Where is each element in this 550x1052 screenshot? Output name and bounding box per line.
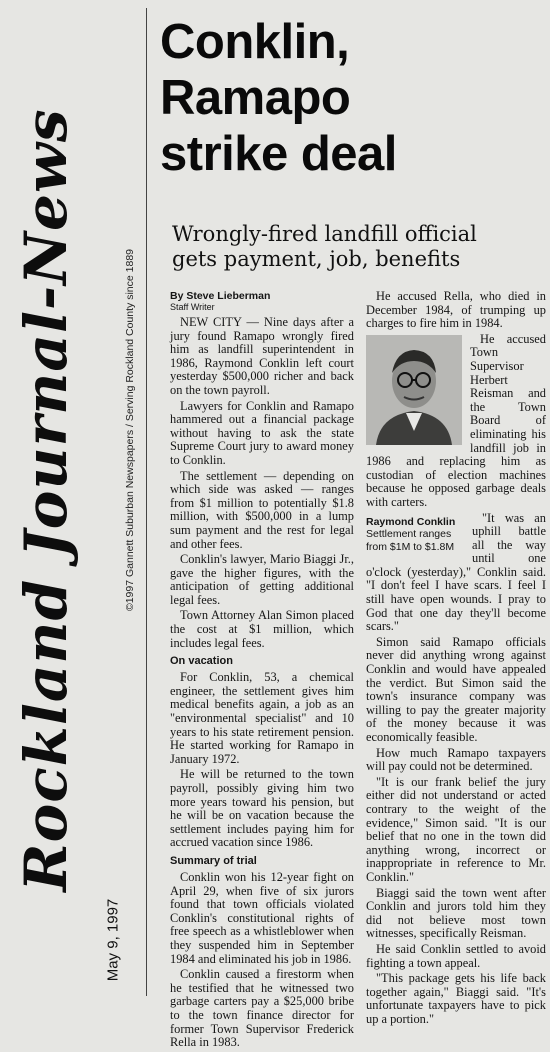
masthead-date: May 9, 1997: [104, 898, 122, 982]
paragraph: Conklin's lawyer, Mario Biaggi Jr., gave the higher figures, with the anticipation of getting additional legal fees.: [170, 552, 354, 607]
article: [158, 0, 546, 1050]
article-column-2: [366, 290, 546, 1028]
paragraph: He will be returned to the town payroll, possibly giving him two more years toward his pension, but he will be on vacation because the settlement includes paying him for accrued vacation since 1986.: [170, 767, 354, 850]
paragraph: He accused Town Supervisor Herbert Reisman and the Town Board of eliminating his landfill job in 1986 and replacing him as custodian of election machines because he opposed garbage deals with carters.: [366, 331, 546, 509]
paragraph: For Conklin, 53, a chemical engineer, the settlement gives him medical benefits again, a job as an "environmental specialist" and 10 years to his state retirement pension. He started working for Ramapo in January 1972.: [170, 670, 354, 766]
headline-line-2: Ramapo: [160, 71, 351, 125]
paragraph: Biaggi said the town went after Conklin and jurors told him they did not believe most town witnesses, specifically Reisman.: [366, 885, 546, 941]
masthead-title: Rockland Journal-News: [12, 108, 80, 892]
caption-text: Settlement ranges from $1M to $1.8M: [366, 528, 455, 553]
portrait-image: [366, 335, 462, 445]
caption-name: Raymond Conklin: [366, 515, 456, 528]
headline-line-3: strike deal: [160, 127, 397, 181]
subhead-on-vacation: On vacation: [170, 655, 233, 668]
paragraph: Town Attorney Alan Simon placed the cost at $1 million, which includes legal fees.: [170, 608, 354, 650]
paragraph: Lawyers for Conklin and Ramapo hammered out a financial package without having to ask the state Supreme Court jury to award money to Conklin.: [170, 398, 354, 467]
paragraph: How much Ramapo taxpayers will pay could not be determined.: [366, 745, 546, 774]
column-divider: [146, 8, 147, 996]
photo-caption: [366, 516, 464, 554]
paragraph: Simon said Ramapo officials never did anything wrong against Conklin and would have appealed the verdict. But Simon said the town's insurance company was willing to pay the greater majority of the money because it was economically feasible.: [366, 634, 546, 744]
paragraph: The settlement — depending on which side was asked — ranges from $1 million to potentially $1.8 million, with $500,000 in a lump sum payment and the rest for legal and other fees.: [170, 468, 354, 551]
paragraph: NEW CITY — Nine days after a jury found Ramapo wrongly fired him as landfill superintendent in 1986, Raymond Conklin left court yesterday $500,000 richer and back on the town payroll.: [170, 315, 354, 397]
deck-line-1: Wrongly-fired landfill official: [172, 222, 477, 246]
headline-line-1: Conklin,: [160, 15, 350, 69]
masthead: [0, 0, 92, 1000]
article-column-1: [170, 290, 354, 1052]
paragraph: "It was an uphill battle all the way until one o'clock (yesterday)," Conklin said. "I don't feel I have scars. I feel I still have open wounds. I pray to God that one day they'll become scars.": [366, 510, 546, 634]
headline: [160, 14, 544, 182]
masthead-credit: ©1997 Gannett Suburban Newspapers / Serving Rockland County since 1889: [124, 248, 136, 612]
paragraph: "It is our frank belief the jury either did not understand or acted contrary to the weight of the evidence," Simon said. "It is our belief that no one in the town did anything wrong, incorrect or inappropriate in reference to Mr. Conklin.": [366, 774, 546, 884]
deck-line-2: gets payment, job, benefits: [172, 247, 461, 271]
byline: By Steve Lieberman: [170, 290, 271, 302]
paragraph: Conklin won his 12-year fight on April 29, when five of six jurors found that town officials violated Conklin's constitutional rights of free speech as a whistleblower when they suspended him in September 1984 and eliminated his job in 1986.: [170, 869, 354, 966]
portrait-photo: [366, 335, 462, 445]
paragraph: Conklin caused a firestorm when he testified that he witnessed two garbage carters pay a $25,000 bribe to the town finance director for former Town Supervisor Frederick Rella in 1983.: [170, 967, 354, 1050]
paragraph: "This package gets his life back together again," Biaggi said. "It's unfortunate taxpayers have to pick up a portion.": [366, 971, 546, 1026]
paragraph: He said Conklin settled to avoid fighting a town appeal.: [366, 941, 546, 970]
subhead-summary-of-trial: Summary of trial: [170, 854, 257, 867]
paragraph: He accused Rella, who died in December 1984, of trumping up charges to fire him in 1984.: [366, 289, 546, 331]
deck: [172, 222, 544, 272]
byline-role: Staff Writer: [170, 302, 215, 312]
